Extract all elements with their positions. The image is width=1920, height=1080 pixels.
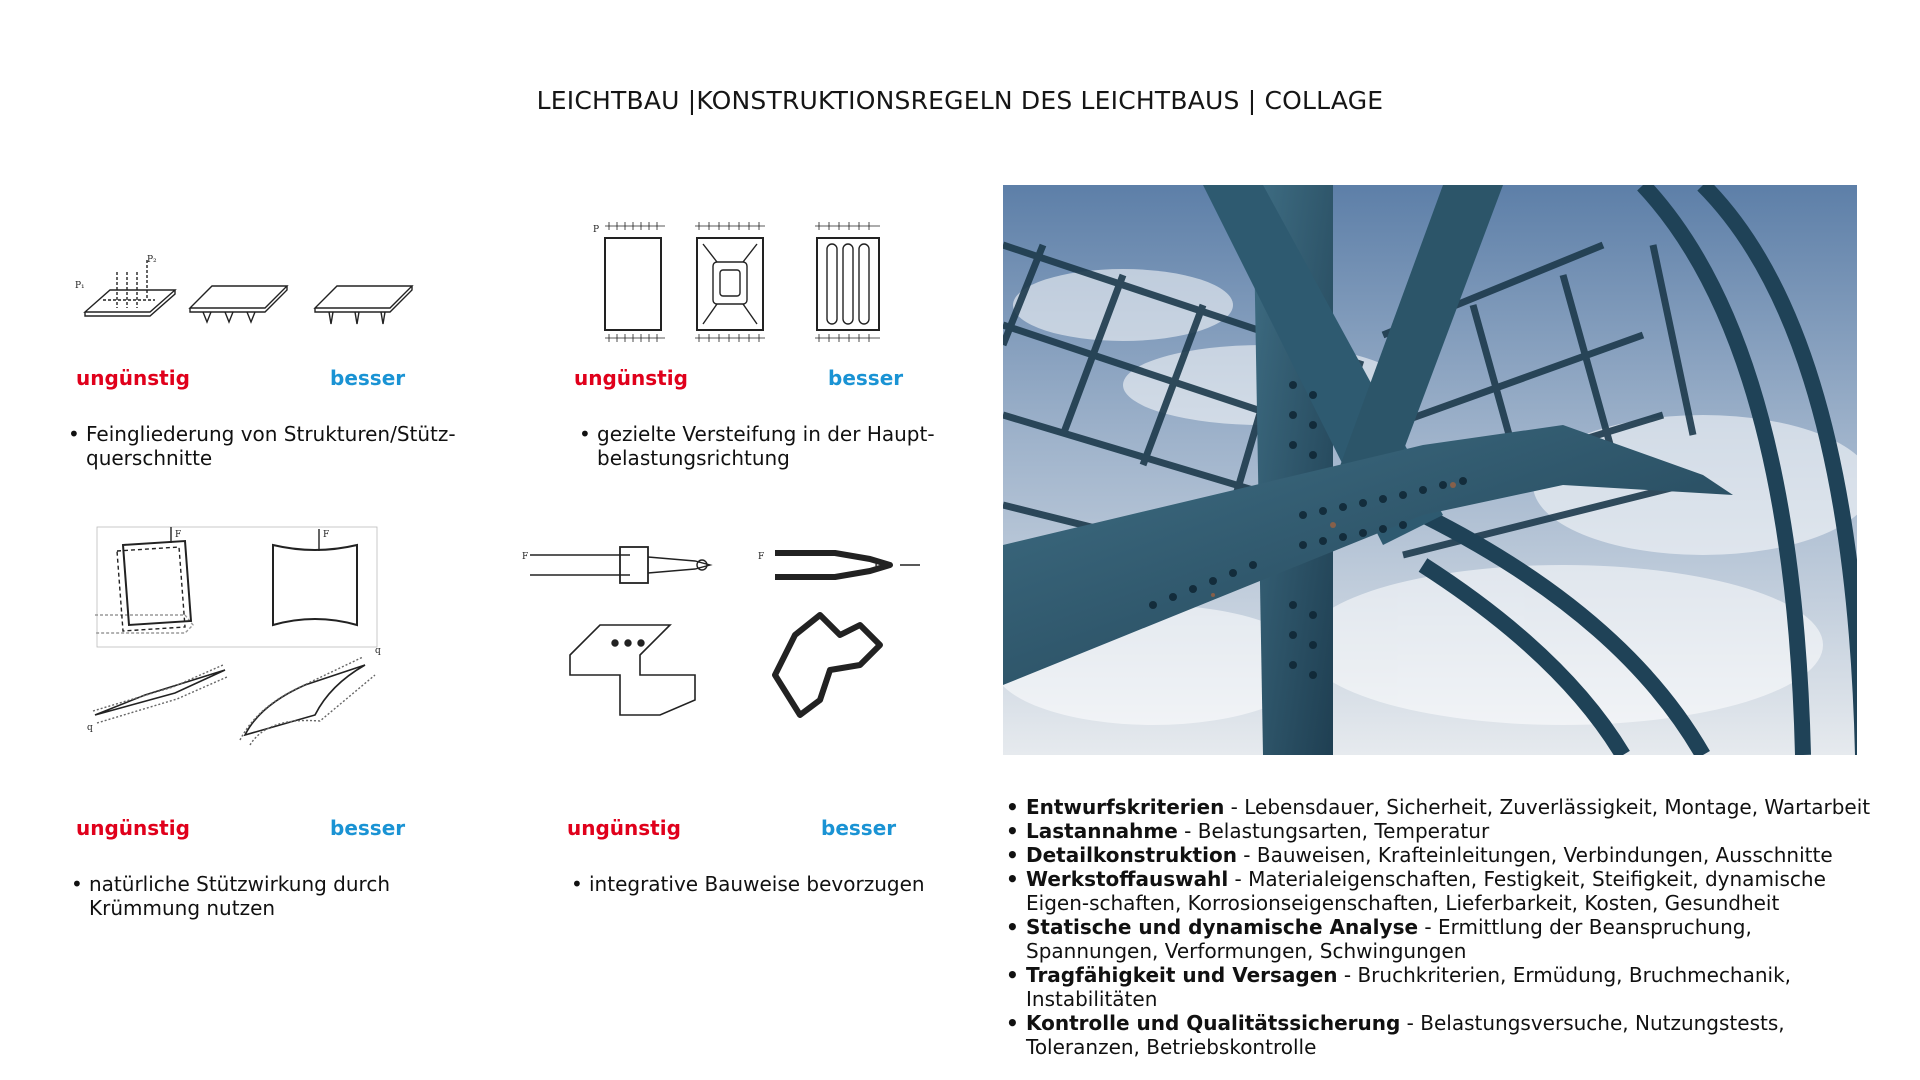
stiffened-plate-sketch — [315, 286, 412, 324]
panel3-note: • natürliche Stützwirkung durch Krümmung nutzen — [71, 872, 391, 920]
stiffened-panel-frame — [697, 238, 763, 330]
flat-sheet-sketch — [93, 665, 227, 723]
list-item: • Lastannahme - Belastungsarten, Temperatur — [1006, 819, 1490, 843]
panel2-note-line2: belastungsrichtung — [597, 446, 790, 470]
curvature-diagram — [85, 525, 395, 760]
bolted-joint-sketch — [530, 547, 710, 583]
p1-label: P₁ — [75, 281, 85, 291]
integral-joint-sketch — [775, 553, 920, 577]
criterion-heading: Statische und dynamische Analyse — [1026, 915, 1419, 939]
criterion-heading: Lastannahme — [1026, 819, 1178, 843]
flat-plate-sketch — [85, 260, 175, 316]
criterion-text: - Belastungsarten, Temperatur — [1177, 819, 1490, 843]
panel1-bad-label: ungünstig — [76, 366, 190, 390]
panel3-bad-label: ungünstig — [76, 816, 190, 840]
panel4-good-label: besser — [821, 816, 897, 840]
panel3-good-label: besser — [330, 816, 406, 840]
panel2-note: • gezielte Versteifung in der Haupt- belastungsrichtung — [579, 422, 935, 470]
plain-panel — [605, 238, 661, 330]
panel1-good-label: besser — [330, 366, 406, 390]
criterion-text: - Bruchkriterien, Ermüdung, Bruchmechanik, Instabilitäten — [1026, 963, 1792, 1011]
panel3-note-line2: Krümmung nutzen — [89, 896, 276, 920]
panel1-note-line2: querschnitte — [86, 446, 213, 470]
q-label-flat: q — [87, 723, 93, 733]
plate-ribs-diagram — [75, 250, 435, 330]
criterion-text: - Bauweisen, Krafteinleitungen, Verbindungen, Ausschnitte — [1236, 843, 1833, 867]
panel4-note: • integrative Bauweise bevorzugen — [571, 872, 925, 896]
ribbed-panel-frame — [817, 238, 879, 330]
riveted-profile-sketch — [570, 625, 695, 715]
list-item: • Statische und dynamische Analyse - Ermittlung der Beanspruchung, Spannungen, Verformungen, Schwingungen — [1006, 915, 1752, 963]
panel2-note-line1: gezielte Versteifung in der Haupt- — [597, 422, 935, 446]
list-item: • Werkstoffauswahl - Materialeigenschaften, Festigkeit, Steifigkeit, dynamische Eigen-schaften, Korrosionseigenschaften, Lieferbarkeit, Kosten, Gesundheit — [1006, 867, 1826, 915]
curved-sheet-sketch — [240, 657, 375, 745]
flat-wall-sketch — [117, 527, 191, 631]
criterion-text: - Lebensdauer, Sicherheit, Zuverlässigkeit, Montage, Wartarbeit — [1224, 795, 1871, 819]
panel1-note: • Feingliederung von Strukturen/Stütz- querschnitte — [68, 422, 456, 470]
criterion-text: - Ermittlung der Beanspruchung, Spannungen, Verformungen, Schwingungen — [1026, 915, 1752, 963]
criterion-heading: Tragfähigkeit und Versagen — [1026, 963, 1338, 987]
criterion-heading: Detailkonstruktion — [1026, 843, 1237, 867]
f-label-bolted: F — [522, 552, 529, 562]
panel4-note-line1: integrative Bauweise bevorzugen — [589, 872, 925, 896]
panel2-good-label: besser — [828, 366, 904, 390]
curved-wall-sketch — [273, 529, 357, 625]
integrative-joint-diagram — [520, 525, 940, 750]
criterion-heading: Kontrolle und Qualitätssicherung — [1026, 1011, 1401, 1035]
list-item: • Detailkonstruktion - Bauweisen, Krafteinleitungen, Verbindungen, Ausschnitte — [1006, 843, 1833, 867]
list-item: • Kontrolle und Qualitätssicherung - Belastungsversuche, Nutzungstests, Toleranzen, Betriebskontrolle — [1006, 1011, 1785, 1059]
page-title: LEICHTBAU |KONSTRUKTIONSREGELN DES LEICHTBAUS | COLLAGE — [536, 86, 1384, 115]
criterion-heading: Entwurfskriterien — [1026, 795, 1225, 819]
f-label-integral: F — [758, 552, 765, 562]
ribbed-plate-sketch — [190, 286, 287, 322]
q-label-curved: q — [375, 646, 381, 656]
list-item: • Tragfähigkeit und Versagen - Bruchkriterien, Ermüdung, Bruchmechanik, Instabilitäten — [1006, 963, 1792, 1011]
criterion-text: - Belastungsversuche, Nutzungstests, Toleranzen, Betriebskontrolle — [1026, 1011, 1785, 1059]
list-item: • Entwurfskriterien - Lebensdauer, Sicherheit, Zuverlässigkeit, Montage, Wartarbeit — [1006, 795, 1871, 819]
criteria-list — [1006, 795, 1886, 1059]
stiffened-panel-diagram — [585, 218, 895, 348]
longitudinal-ribs — [827, 244, 869, 324]
p-label: P — [593, 225, 600, 235]
integral-profile-sketch — [775, 615, 880, 715]
panel3-note-line1: natürliche Stützwirkung durch — [89, 872, 391, 896]
panel2-bad-label: ungünstig — [574, 366, 688, 390]
f-label-flat: F — [175, 530, 182, 540]
p2-label: P₂ — [147, 255, 157, 265]
panel4-bad-label: ungünstig — [567, 816, 681, 840]
criterion-heading: Werkstoffauswahl — [1026, 867, 1229, 891]
panel1-note-line1: Feingliederung von Strukturen/Stütz- — [86, 422, 456, 446]
stiffened-panel-cutout — [703, 244, 757, 324]
criterion-text: - Materialeigenschaften, Festigkeit, Steifigkeit, dynamische Eigen-schaften, Korrosionseigenschaften, Lieferbarkeit, Kosten, Gesundheit — [1026, 867, 1826, 915]
bridge-truss-photo — [1003, 185, 1857, 755]
f-label-curved: F — [323, 530, 330, 540]
